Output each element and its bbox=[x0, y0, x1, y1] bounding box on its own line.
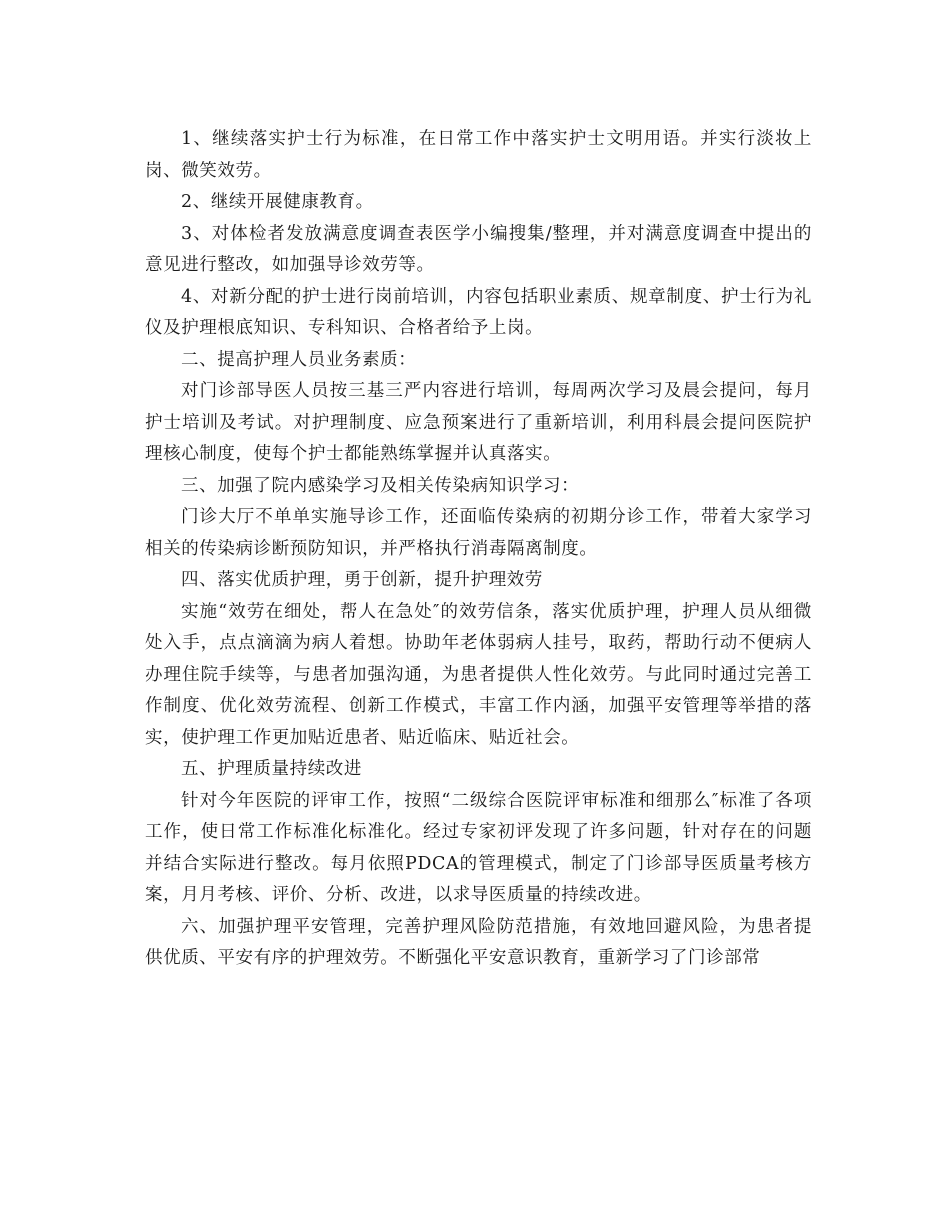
paragraph-safety: 六、加强护理平安管理，完善护理风险防范措施，有效地回避风险，为患者提供优质、平安有序的护理效劳。不断强化平安意识教育，重新学习了门诊部常 bbox=[145, 916, 812, 968]
paragraph-item-4: 4、对新分配的护士进行岗前培训，内容包括职业素质、规章制度、护士行为礼仪及护理根底知识、专科知识、合格者给予上岗。 bbox=[145, 286, 812, 338]
paragraph-training: 对门诊部导医人员按三基三严内容进行培训，每周两次学习及晨会提问，每月护士培训及考试。对护理制度、应急预案进行了重新培训，利用科晨会提问医院护理核心制度，使每个护士都能熟练掌握并认真落实。 bbox=[145, 381, 812, 464]
section-heading-5: 五、护理质量持续改进 bbox=[181, 759, 362, 779]
section-heading-4: 四、落实优质护理，勇于创新，提升护理效劳 bbox=[181, 570, 543, 590]
paragraph-quality-care: 实施“效劳在细处，帮人在急处″的效劳信条，落实优质护理，护理人员从细微处入手，点点滴滴为病人着想。协助年老体弱病人挂号，取药，帮助行动不便病人办理住院手续等，与患者加强沟通，为患者提供人性化效劳。与此同时通过完善工作制度、优化效劳流程、创新工作模式，丰富工作内涵，加强平安管理等举措的落实，使护理工作更加贴近患者、贴近临床、贴近社会。 bbox=[145, 601, 812, 748]
paragraph-item-1: 1、继续落实护士行为标准，在日常工作中落实护士文明用语。并实行淡妆上岗、微笑效劳。 bbox=[145, 129, 812, 181]
section-heading-3: 三、加强了院内感染学习及相关传染病知识学习： bbox=[181, 475, 580, 496]
paragraph-improvement: 针对今年医院的评审工作，按照“二级综合医院评审标准和细那么″标准了各项工作，使日常工作标准化标准化。经过专家初评发现了许多问题，针对存在的问题并结合实际进行整改。每月依照PDCA的管理模式，制定了门诊部导医质量考核方案，月月考核、评价、分析、改进，以求导医质量的持续改进。 bbox=[145, 790, 812, 905]
paragraph-item-2: 2、继续开展健康教育。 bbox=[181, 192, 374, 212]
paragraph-infection: 门诊大厅不单单实施导诊工作，还面临传染病的初期分诊工作，带着大家学习相关的传染病诊断预防知识，并严格执行消毒隔离制度。 bbox=[145, 507, 812, 559]
paragraph-item-3: 3、对体检者发放满意度调查表医学小编搜集/整理，并对满意度调查中提出的意见进行整改，如加强导诊效劳等。 bbox=[145, 223, 812, 275]
section-heading-2: 二、提高护理人员业务素质： bbox=[181, 349, 417, 370]
